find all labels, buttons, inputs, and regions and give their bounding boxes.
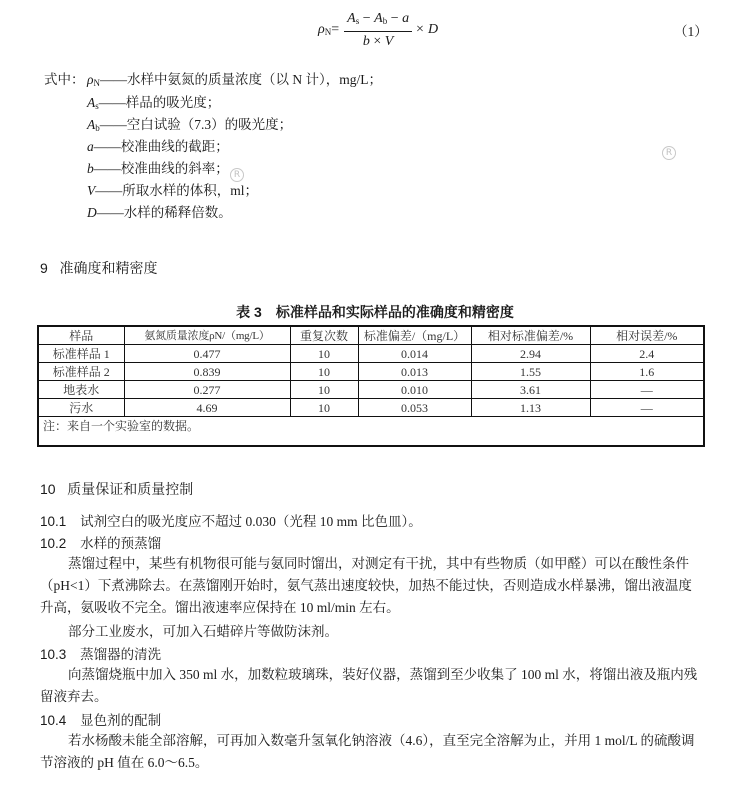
- cell-sample: 污水: [38, 399, 124, 417]
- cell-concentration: 0.277: [124, 381, 290, 399]
- cell-repeats: 10: [290, 345, 358, 363]
- cell-rsd: 1.55: [471, 363, 590, 381]
- rho-symbol: ρ: [318, 22, 325, 37]
- symbol: V: [87, 183, 96, 198]
- symbol-sub: s: [95, 101, 99, 111]
- cell-rsd: 1.13: [471, 399, 590, 417]
- cell-concentration: 0.839: [124, 363, 290, 381]
- section-10-heading: [40, 479, 193, 499]
- table-row: [38, 363, 704, 381]
- watermark-icon: R: [230, 168, 244, 182]
- column-header-concentration: 氨氮质量浓度ρN/（mg/L）: [124, 326, 290, 345]
- minus-sign: −: [387, 11, 403, 26]
- paragraph: 部分工业废水，可加入石蜡碎片等做防沫剂。: [68, 624, 338, 639]
- formula-fraction: [344, 10, 412, 50]
- cell-relative-error: —: [590, 381, 704, 399]
- clause-number: 10.4: [40, 713, 67, 728]
- cell-concentration: 0.477: [124, 345, 290, 363]
- paragraph: 蒸馏过程中，某些有机物很可能与氨同时馏出，对测定有干扰，其中有些物质（如甲醛）可以在酸性条件（pH<1）下煮沸除去。在蒸馏刚开始时，氨气蒸出速度较快，加热不能过快，否则造成水样暴沸，馏出液温度升高，氨吸收不完全。馏出液速率应保持在 10 ml/min 左右。: [40, 556, 692, 615]
- table-row: [38, 381, 704, 399]
- clause-10-4-heading: [40, 709, 161, 729]
- cell-repeats: 10: [290, 399, 358, 417]
- column-header: 相对误差/%: [590, 326, 704, 345]
- cell-sample: 标准样品 1: [38, 345, 124, 363]
- cell-rsd: 2.94: [471, 345, 590, 363]
- definition: ——校准曲线的斜率；: [93, 161, 229, 176]
- section-9-heading: [40, 258, 157, 278]
- clause-10-1: [40, 510, 422, 530]
- table-header-row: [38, 326, 704, 345]
- cell-std-dev: 0.014: [358, 345, 471, 363]
- watermark-icon: R: [662, 146, 676, 160]
- column-header: 样品: [38, 326, 124, 345]
- paragraph: 向蒸馏烧瓶中加入 350 ml 水，加数粒玻璃珠，装好仪器，蒸馏到至少收集了 100 ml 水，将馏出液及瓶内残留液弃去。: [40, 667, 698, 704]
- symbol: ρ: [87, 72, 94, 87]
- where-item: [87, 179, 258, 199]
- where-item: [87, 157, 229, 177]
- symbol: D: [87, 205, 97, 220]
- clause-number: 10.3: [40, 647, 67, 662]
- section-number: 10: [40, 481, 56, 497]
- sub-s: s: [355, 16, 360, 26]
- formula-denominator: [363, 32, 393, 50]
- equals-sign: =: [331, 22, 340, 37]
- cell-std-dev: 0.013: [358, 363, 471, 381]
- clause-title: 显色剂的配制: [80, 713, 162, 728]
- definition: ——水样中氨氮的质量浓度（以 N 计），mg/L；: [99, 72, 382, 87]
- cell-relative-error: 2.4: [590, 345, 704, 363]
- clause-title: 蒸馏器的清洗: [80, 647, 162, 662]
- table-row: [38, 345, 704, 363]
- cell-rsd: 3.61: [471, 381, 590, 399]
- where-item: [87, 91, 220, 111]
- cell-relative-error: —: [590, 399, 704, 417]
- where-item: [87, 113, 292, 133]
- definition: ——空白试验（7.3）的吸光度；: [99, 117, 293, 132]
- table-caption: 表 3 标准样品和实际样品的准确度和精密度: [236, 304, 514, 320]
- equation-number: （1）: [674, 24, 708, 39]
- column-header: 标准偏差/（mg/L）: [358, 326, 471, 345]
- rho-subscript: N: [324, 27, 332, 37]
- definition: ——校准曲线的截距；: [93, 139, 229, 154]
- symbol-sub: b: [95, 123, 100, 133]
- where-item: [87, 135, 229, 155]
- definition: ——样品的吸光度；: [98, 95, 221, 110]
- symbol-sub: N: [93, 78, 100, 88]
- intercept-symbol: a: [402, 11, 410, 26]
- column-header: 相对标准偏差/%: [471, 326, 590, 345]
- cell-sample: 标准样品 2: [38, 363, 124, 381]
- where-item: [87, 68, 382, 88]
- clause-title: 水样的预蒸馏: [80, 536, 162, 551]
- symbol: a: [87, 139, 94, 154]
- section-number: 9: [40, 260, 48, 276]
- formula-lhs: [318, 22, 339, 38]
- formula-numerator: [344, 10, 412, 32]
- sub-b: b: [382, 16, 388, 26]
- clause-text: 试剂空白的吸光度应不超过 0.030（光程 10 mm 比色皿）。: [80, 514, 422, 529]
- symbol: b: [87, 161, 94, 176]
- section-title: 质量保证和质量控制: [67, 481, 194, 497]
- absorbance-blank: A: [374, 11, 383, 26]
- section-title: 准确度和精密度: [59, 260, 158, 276]
- minus-sign: −: [359, 11, 375, 26]
- definition: ——所取水样的体积，ml；: [95, 183, 259, 198]
- cell-repeats: 10: [290, 381, 358, 399]
- paragraph: 若水杨酸未能全部溶解，可再加入数毫升氢氧化钠溶液（4.6），直至完全溶解为止，并用 1 mol/L 的硫酸调节溶液的 pH 值在 6.0～6.5。: [40, 733, 695, 770]
- volume-symbol: V: [384, 34, 394, 49]
- clause-number: 10.1: [40, 514, 67, 529]
- cell-concentration: 4.69: [124, 399, 290, 417]
- times-sign: ×: [369, 34, 385, 49]
- dilution-factor: × D: [415, 22, 439, 37]
- column-header: 重复次数: [290, 326, 358, 345]
- accuracy-precision-table: [37, 325, 705, 447]
- table-note-row: [38, 417, 704, 447]
- absorbance-sample: A: [347, 11, 356, 26]
- slope-symbol: b: [362, 34, 370, 49]
- cell-relative-error: 1.6: [590, 363, 704, 381]
- cell-std-dev: 0.010: [358, 381, 471, 399]
- symbol: A: [87, 95, 96, 110]
- definition: ——水样的稀释倍数。: [96, 205, 232, 220]
- cell-sample: 地表水: [38, 381, 124, 399]
- where-item: [87, 201, 232, 221]
- clause-number: 10.2: [40, 536, 67, 551]
- table-note: 注：来自一个实验室的数据。: [38, 417, 704, 447]
- symbol: A: [87, 117, 96, 132]
- formula-1: [318, 8, 438, 52]
- cell-std-dev: 0.053: [358, 399, 471, 417]
- clause-10-3-heading: [40, 643, 161, 663]
- where-label: 式中：: [44, 72, 85, 87]
- cell-repeats: 10: [290, 363, 358, 381]
- table-row: [38, 399, 704, 417]
- clause-10-2-heading: [40, 532, 161, 552]
